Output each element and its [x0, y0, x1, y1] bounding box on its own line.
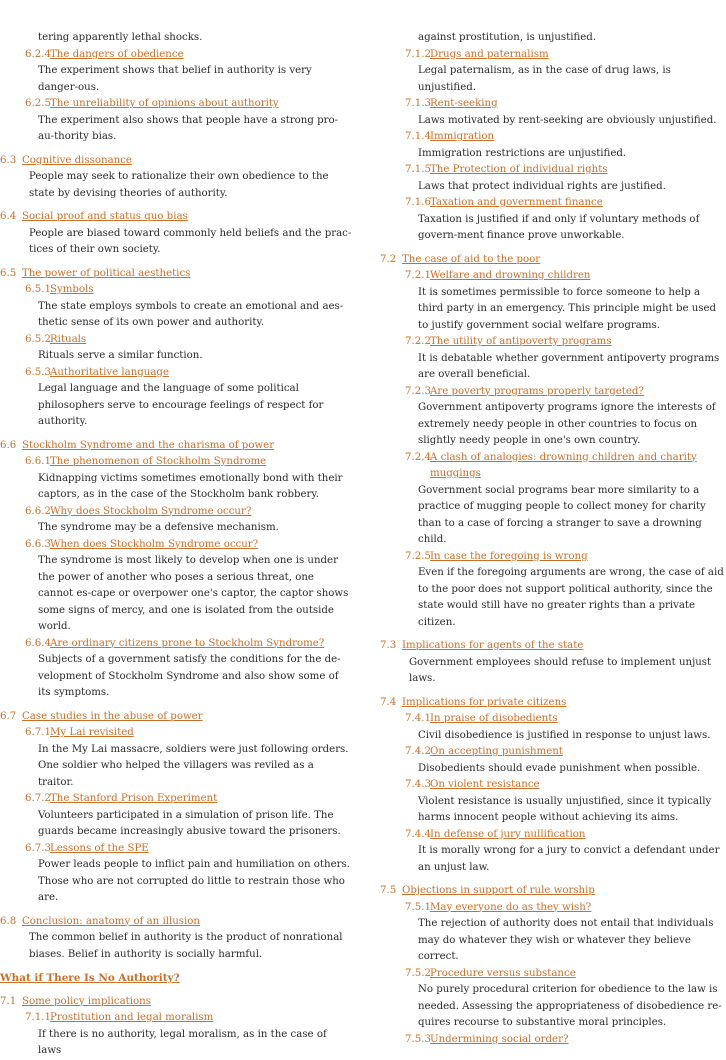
section-number: 7.4	[380, 696, 397, 708]
section-title: The Stanford Prison Experiment	[50, 793, 218, 804]
left-column	[0, 30, 352, 1060]
section-title: Welfare and drowning children	[430, 270, 591, 281]
subsection-link-6-6-1[interactable]	[0, 454, 352, 471]
section-link-7-2[interactable]	[380, 252, 726, 269]
section-number: 6.7	[0, 710, 17, 722]
subsection-link-7-4-2[interactable]	[380, 744, 726, 761]
section-title: Immigration	[430, 131, 495, 142]
subsection-link-6-5-3[interactable]	[0, 365, 352, 382]
section-number: 7.1.5	[405, 164, 431, 175]
subsection-link-7-1-1[interactable]	[0, 1010, 352, 1027]
section-number: 6.6.1	[25, 456, 51, 467]
section-number: 7.4.4	[405, 828, 431, 840]
section-link-7-4[interactable]	[380, 695, 726, 712]
subsection-link-7-2-3[interactable]	[380, 384, 726, 401]
section-number: 6.7.3	[25, 842, 51, 854]
section-number: 7.2.3	[405, 385, 431, 397]
section-title: On violent resistance	[430, 779, 540, 790]
summary-text: Laws that protect individual rights are justified.	[418, 180, 666, 192]
section-title: Social proof and status quo bias	[22, 211, 188, 222]
summary-text: Volunteers participated in a simulation of prison life. The guards became increasingly abusive toward the prisoners.	[38, 809, 341, 837]
section-title: In praise of disobedients	[430, 713, 558, 724]
subsection-link-7-5-2[interactable]	[380, 966, 726, 983]
subsection-link-7-1-2[interactable]	[380, 47, 726, 64]
section-number: 6.2.5	[25, 98, 51, 109]
section-title: May everyone do as they wish?	[430, 901, 592, 913]
subsection-link-6-7-3[interactable]	[0, 841, 352, 858]
summary-text: The syndrome may be a defensive mechanism.	[38, 522, 279, 533]
section-title: The unreliability of opinions about authority	[50, 98, 279, 109]
summary-text: Government employees should refuse to implement unjust laws.	[409, 656, 712, 684]
spacer	[0, 702, 352, 709]
summary-text: The state employs symbols to create an emotional and aes-thetic sense of its own power and authority.	[38, 300, 344, 328]
section-title: In defense of jury nullification	[430, 828, 586, 840]
section-link-6-4[interactable]	[0, 209, 352, 226]
subsection-link-6-5-2[interactable]	[0, 332, 352, 349]
section-link-7-1[interactable]	[0, 994, 352, 1011]
section-title: Case studies in the abuse of power	[22, 710, 203, 722]
spacer	[0, 963, 352, 970]
summary-text: The common belief in authority is the product of nonrational biases. Belief in authority is socially harmful.	[29, 932, 343, 960]
section-number: 7.1.6	[405, 197, 431, 208]
section-title: The case of aid to the poor	[402, 253, 541, 265]
subsection-link-6-7-2[interactable]	[0, 791, 352, 808]
section-title: Procedure versus substance	[430, 967, 576, 979]
section-title: The Protection of individual rights	[430, 164, 608, 175]
section-title: A clash of analogies: drowning children and charity muggings	[430, 451, 697, 479]
summary-text: Government antipoverty programs ignore the interests of extremely needy people in other countries to focus on slightly needy people in one's own country.	[418, 402, 716, 446]
section-title: Conclusion: anatomy of an illusion	[22, 915, 200, 927]
summary-text: tering apparently lethal shocks.	[38, 32, 203, 43]
subsection-link-7-2-2[interactable]	[380, 334, 726, 351]
section-link-6-6[interactable]	[0, 438, 352, 455]
summary-text: Immigration restrictions are unjustified.	[418, 147, 627, 159]
spacer	[380, 631, 726, 638]
section-title: Taxation and government finance	[430, 197, 603, 208]
section-title: My Lai revisited	[50, 727, 134, 738]
section-title: Rent-seeking	[430, 98, 498, 109]
section-number: 6.6.4	[25, 637, 51, 649]
summary-text: The rejection of authority does not entail that individuals may do whatever they wish or whatever they believe correct.	[418, 918, 714, 962]
section-title: Objections in support of rule worship	[402, 885, 595, 896]
subsection-link-7-4-4[interactable]	[380, 827, 726, 844]
summary-text: Subjects of a government satisfy the conditions for the de-velopment of Stockholm Syndrome and also show some of its symptoms.	[38, 654, 341, 698]
subsection-link-7-1-3[interactable]	[380, 96, 726, 113]
section-number: 6.8	[0, 915, 17, 927]
section-number: 7.2.2	[405, 336, 431, 347]
summary-text: The experiment shows that belief in authority is very danger-ous.	[38, 65, 312, 93]
section-number: 6.4	[0, 211, 17, 222]
summary-text: Government social programs bear more similarity to a practice of mugging people to collect money for charity than to a case of forcing a stranger to save a drowning child.	[418, 484, 706, 545]
summary-text: Violent resistance is usually unjustified, since it typically harms innocent people without achieving its aims.	[418, 795, 712, 823]
summary-text: Legal paternalism, as in the case of drug laws, is unjustified.	[418, 65, 671, 93]
section-number: 7.2.4	[405, 451, 431, 463]
summary-text: Legal language and the language of some political philosophers serve to encourage feelings of respect for authority.	[38, 383, 324, 427]
section-number: 7.2.1	[405, 270, 431, 281]
spacer	[0, 907, 352, 914]
summary-text: People may seek to rationalize their own obedience to the state by devising theories of authority.	[29, 171, 329, 199]
section-title: The dangers of obedience	[50, 48, 184, 60]
section-number: 7.4.3	[405, 779, 431, 790]
section-title: Cognitive dissonance	[22, 154, 132, 166]
section-number: 7.1.1	[25, 1012, 51, 1023]
summary-text: against prostitution, is unjustified.	[418, 32, 597, 43]
section-title: Why does Stockholm Syndrome occur?	[50, 505, 252, 517]
section-title: Are ordinary citizens prone to Stockholm Syndrome?	[50, 637, 325, 649]
subsection-link-6-6-3[interactable]	[0, 537, 352, 554]
chapter-heading[interactable]: What if There Is No Authority?	[0, 972, 180, 984]
spacer	[0, 202, 352, 209]
subsection-link-6-5-1[interactable]	[0, 282, 352, 299]
summary-text: It is morally wrong for a jury to convict a defendant under an unjust law.	[418, 845, 720, 873]
section-number: 6.5.1	[25, 284, 51, 295]
section-number: 6.7.1	[25, 727, 51, 738]
section-number: 7.5.3	[405, 1033, 431, 1045]
subsection-link-6-6-2[interactable]	[0, 504, 352, 521]
section-title: Are poverty programs properly targeted?	[430, 385, 644, 397]
summary-text: Even if the foregoing arguments are wrong, the case of aid to the poor does not support political authority, since the state would still have no greater rights than a private citizen.	[418, 567, 724, 628]
subsection-link-6-7-1[interactable]	[0, 725, 352, 742]
section-title: Authoritative language	[50, 366, 169, 378]
section-number: 6.6.2	[25, 505, 51, 517]
spacer	[0, 987, 352, 994]
summary-text: People are biased toward commonly held beliefs and the prac-tices of their own society.	[29, 227, 352, 255]
subsection-link-6-6-4[interactable]	[0, 636, 352, 653]
section-title: The phenomenon of Stockholm Syndrome	[50, 456, 267, 467]
subsection-link-7-4-1[interactable]	[380, 711, 726, 728]
section-title: Implications for private citizens	[402, 696, 567, 708]
section-number: 7.4.2	[405, 746, 431, 757]
summary-text: Power leads people to inflict pain and humiliation on others. Those who are not corrupted do little to restrain those who are.	[38, 859, 350, 903]
section-number: 7.5.1	[405, 901, 431, 913]
section-title: When does Stockholm Syndrome occur?	[50, 538, 259, 550]
section-title: Drugs and paternalism	[430, 48, 549, 60]
subsection-link-7-1-4[interactable]	[380, 129, 726, 146]
section-number: 6.3	[0, 154, 17, 166]
section-title: Symbols	[50, 284, 94, 295]
section-number: 7.5.2	[405, 967, 431, 979]
section-number: 7.3	[380, 640, 397, 651]
section-title: On accepting punishment	[430, 746, 563, 757]
summary-text: Disobedients should evade punishment when possible.	[418, 762, 701, 774]
section-number: 7.2.5	[405, 550, 431, 562]
section-number: 7.5	[380, 885, 397, 896]
section-number: 7.1	[0, 995, 17, 1007]
section-link-7-5[interactable]	[380, 883, 726, 900]
section-number: 6.5.3	[25, 366, 51, 378]
summary-text: Kidnapping victims sometimes emotionally bond with their captors, as in the case of the Stockholm bank robbery.	[38, 472, 343, 500]
right-column	[380, 30, 726, 1048]
spacer	[380, 876, 726, 883]
spacer	[0, 259, 352, 266]
section-number: 6.6	[0, 439, 17, 451]
summary-text: No purely procedural criterion for obedience to the law is needed. Assessing the appropriateness of disobedience re-quires recourse to substantive moral principles.	[418, 984, 722, 1028]
section-title: Prostitution and legal moralism	[50, 1012, 214, 1023]
section-title: In case the foregoing is wrong	[430, 550, 588, 562]
summary-text: The experiment also shows that people have a strong pro-au-thority bias.	[38, 114, 339, 142]
summary-text: The syndrome is most likely to develop when one is under the power of another who poses a serious threat, one cannot es-cape or overpower one's captor, the captor shows some signs of mercy, and one is isolated from the outside world.	[38, 555, 349, 632]
section-number: 7.1.3	[405, 98, 431, 109]
section-number: 6.2.4	[25, 48, 51, 60]
summary-text: It is sometimes permissible to force someone to help a third party in an emergency. This principle might be used to justify government social welfare programs.	[418, 286, 717, 331]
summary-text: Civil disobedience is justified in response to unjust laws.	[418, 729, 711, 741]
subsection-link-6-2-4[interactable]	[0, 47, 352, 64]
section-link-7-3[interactable]	[380, 638, 726, 655]
section-number: 7.1.4	[405, 131, 431, 142]
section-link-6-3[interactable]	[0, 153, 352, 170]
section-link-6-5[interactable]	[0, 266, 352, 283]
spacer	[0, 146, 352, 153]
section-number: 7.4.1	[405, 713, 431, 724]
section-title: The utility of antipoverty programs	[430, 336, 612, 347]
section-title: Stockholm Syndrome and the charisma of power	[22, 439, 275, 451]
section-number: 7.2	[380, 253, 397, 265]
spacer	[380, 245, 726, 252]
subsection-link-7-2-1[interactable]	[380, 268, 726, 285]
section-number: 6.7.2	[25, 793, 51, 804]
section-number: 6.5.2	[25, 333, 51, 345]
section-number: 7.1.2	[405, 48, 431, 60]
summary-text: Laws motivated by rent-seeking are obviously unjustified.	[418, 114, 717, 126]
subsection-link-7-2-5[interactable]	[380, 549, 726, 566]
section-link-6-8[interactable]	[0, 914, 352, 931]
summary-text: In the My Lai massacre, soldiers were just following orders. One soldier who helped the villagers was reviled as a traitor.	[38, 743, 349, 788]
section-title: Lessons of the SPE	[50, 842, 149, 854]
section-number: 6.6.3	[25, 538, 51, 550]
subsection-link-7-1-6[interactable]	[380, 195, 726, 212]
subsection-link-6-2-5[interactable]	[0, 96, 352, 113]
subsection-link-7-5-1[interactable]	[380, 900, 726, 917]
section-link-6-7[interactable]	[0, 709, 352, 726]
summary-text: Rituals serve a similar function.	[38, 350, 203, 361]
subsection-link-7-5-3[interactable]	[380, 1032, 726, 1049]
spacer	[0, 431, 352, 438]
section-title: Some policy implications	[22, 995, 151, 1007]
subsection-link-7-1-5[interactable]	[380, 162, 726, 179]
section-title: Rituals	[50, 333, 87, 345]
section-title: Undermining social order?	[430, 1033, 569, 1045]
summary-text: Taxation is justified if and only if voluntary methods of govern-ment finance prove unworkable.	[418, 213, 700, 241]
subsection-link-7-2-4[interactable]	[380, 450, 726, 483]
summary-text: It is debatable whether government antipoverty programs are overall beneficial.	[418, 352, 720, 380]
subsection-link-7-4-3[interactable]	[380, 777, 726, 794]
section-title: Implications for agents of the state	[402, 640, 584, 651]
section-number: 6.5	[0, 267, 17, 279]
summary-text: If there is no authority, legal moralism, as in the case of laws	[38, 1028, 327, 1056]
spacer	[380, 688, 726, 695]
section-title: The power of political aesthetics	[22, 267, 191, 279]
